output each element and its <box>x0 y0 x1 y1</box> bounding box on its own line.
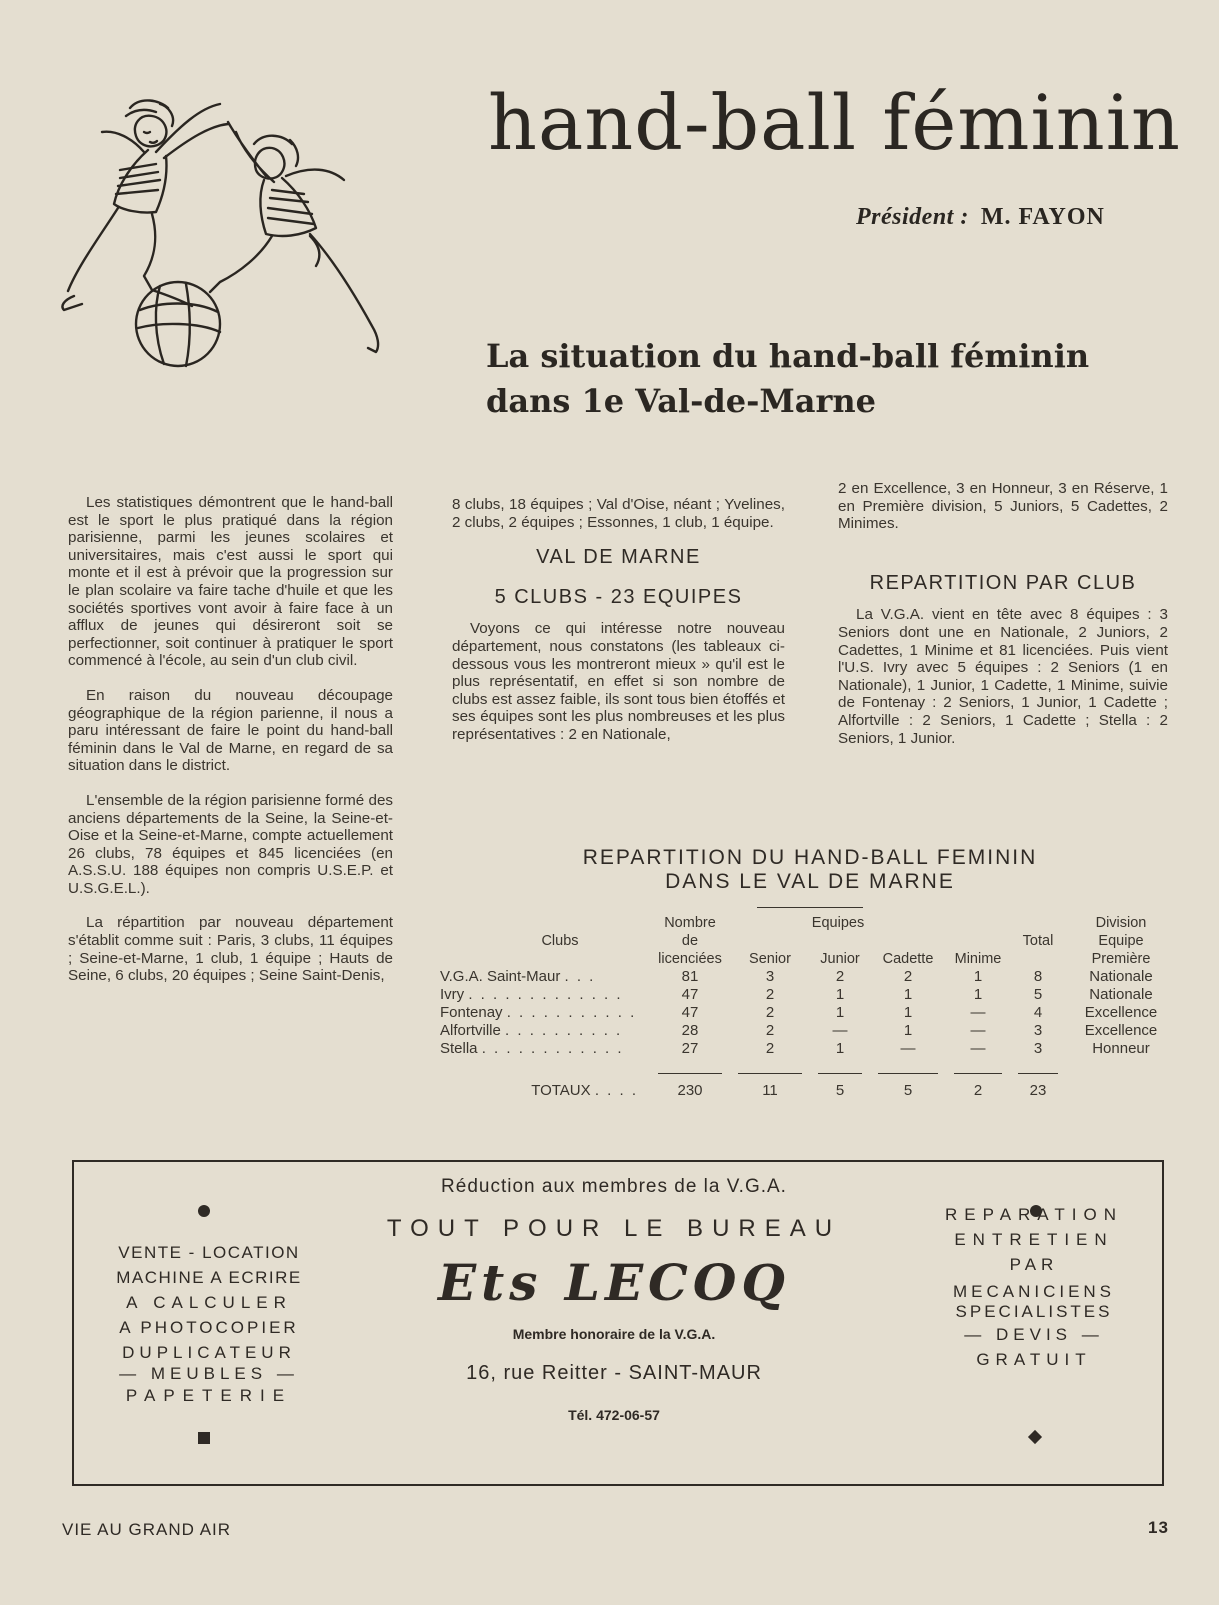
club-name: Fontenay <box>440 1004 503 1021</box>
president-line <box>856 204 1105 231</box>
col2-heading-val-de-marne: VAL DE MARNE <box>536 546 701 569</box>
header-minime: Minime <box>954 951 1002 967</box>
header-cadette: Cadette <box>882 951 934 967</box>
club-name: Stella <box>440 1040 478 1057</box>
ad-left-line: MACHINE A ECRIRE <box>116 1268 302 1287</box>
totals-total: 23 <box>1029 1082 1047 1099</box>
division-cell: Excellence <box>1084 1004 1158 1021</box>
club-name: Alfortville <box>440 1022 501 1039</box>
ad-right-line: GRATUIT <box>976 1350 1092 1369</box>
ad-right-line: PAR <box>1009 1255 1059 1274</box>
table-row <box>440 968 1176 986</box>
minime-cell: 1 <box>973 968 983 985</box>
col3-intro: 2 en Excellence, 3 en Honneur, 3 en Réserve, 1 en Première division, 5 Juniors, 5 Cadettes, 2 Minimes. <box>838 480 1168 533</box>
dot-leader: . . . . . . . . . . . . <box>481 1040 624 1057</box>
ad-left-line: A CALCULER <box>126 1293 292 1312</box>
ad-headline: TOUT POUR LE BUREAU <box>386 1215 842 1242</box>
table-title <box>560 846 1060 894</box>
senior-cell: 2 <box>765 1022 775 1039</box>
licenciees-cell: 81 <box>681 968 699 985</box>
ad-center <box>334 1176 894 1423</box>
ad-right-services <box>909 1202 1159 1372</box>
president-label: Président : <box>856 204 969 230</box>
ad-right-line: SPECIALISTES <box>955 1302 1113 1321</box>
table-row <box>440 986 1176 1004</box>
table-row <box>440 1004 1176 1022</box>
club-name: V.G.A. Saint-Maur <box>440 968 561 985</box>
ad-member: Membre honoraire de la V.G.A. <box>512 1326 716 1342</box>
junior-cell: 2 <box>835 968 845 985</box>
ad-right-line: — DEVIS — <box>964 1325 1104 1344</box>
col1-paragraph: En raison du nouveau découpage géographique de la région parienne, il nous a paru intéressant de faire le point du hand-ball féminin dans le Val de Marne, en regard de sa situation dans le district. <box>68 686 393 775</box>
ad-left-services <box>84 1240 334 1408</box>
total-cell: 4 <box>1033 1004 1043 1021</box>
ad-company: Ets LECOQ <box>438 1253 790 1312</box>
totals-licenciees: 230 <box>677 1082 703 1099</box>
ad-left-line: A PHOTOCOPIER <box>119 1318 299 1337</box>
division-cell: Honneur <box>1092 1040 1150 1057</box>
cadette-cell: 1 <box>903 986 913 1003</box>
president-name: M. FAYON <box>980 204 1105 230</box>
dot-leader: . . . . <box>594 1082 638 1099</box>
col3-heading-repartition: REPARTITION PAR CLUB <box>869 571 1137 594</box>
dot-leader: . . . <box>564 968 596 985</box>
header-equipes: Equipes <box>811 915 865 931</box>
ad-right-line: REPARATION <box>945 1205 1123 1224</box>
senior-cell: 2 <box>765 1004 775 1021</box>
dot-leader: . . . . . . . . . . . <box>506 1004 637 1021</box>
minime-cell: — <box>970 1004 986 1021</box>
cadette-cell: 2 <box>903 968 913 985</box>
division-cell: Nationale <box>1089 986 1153 1003</box>
header-total: Total <box>1022 933 1054 949</box>
total-cell: 3 <box>1033 1022 1043 1039</box>
header-premiere: Première <box>1091 951 1151 967</box>
totals-row <box>440 1082 1176 1100</box>
round-bullet-icon <box>198 1205 210 1217</box>
handball-players-illustration <box>60 86 395 376</box>
article-column-3 <box>838 480 1168 764</box>
junior-cell: 1 <box>835 1040 845 1057</box>
division-cell: Excellence <box>1084 1022 1158 1039</box>
junior-cell: 1 <box>835 1004 845 1021</box>
ad-left-line: VENTE - LOCATION <box>118 1243 300 1262</box>
cadette-cell: 1 <box>903 1004 913 1021</box>
advertisement-box <box>72 1160 1164 1486</box>
cadette-cell: — <box>900 1040 916 1057</box>
table-title-line-1: REPARTITION DU HAND-BALL FEMININ <box>582 846 1038 869</box>
square-bullet-icon <box>198 1432 210 1444</box>
ad-right-line: ENTRETIEN <box>954 1230 1114 1249</box>
minime-cell: — <box>970 1040 986 1057</box>
ad-left-line: PAPETERIE <box>125 1386 293 1405</box>
col1-paragraph: L'ensemble de la région parisienne formé des anciens départements de la Seine, la Seine-et-Oise et la Seine-et-Marne, compte actuellement 26 clubs, 78 équipes et 845 licenciées (en A.S.S.U. 188 équipes non compris U.S.E.P. et U.S.G.E.L.). <box>68 791 393 897</box>
col2-heading-clubs-equipes: 5 CLUBS - 23 EQUIPES <box>494 585 743 608</box>
header-nombre: Nombre <box>664 915 716 931</box>
ad-reduction: Réduction aux membres de la V.G.A. <box>441 1176 787 1197</box>
article-headline <box>486 334 1166 424</box>
division-cell: Nationale <box>1089 968 1153 985</box>
club-name: Ivry <box>440 986 465 1003</box>
junior-cell: 1 <box>835 986 845 1003</box>
licenciees-cell: 47 <box>681 1004 699 1021</box>
licenciees-cell: 47 <box>681 986 699 1003</box>
table-row <box>440 1040 1176 1058</box>
repartition-table <box>440 914 1176 1100</box>
col1-paragraph: Les statistiques démontrent que le hand-ball est le sport le plus pratiqué dans la région parisienne, parmi les jeunes scolaires et universitaires, mais c'est aussi le sport qui monte et il est à prévoir que la progression sur le plan scolaire va faire tache d'huile et que les sociétés sportives vont avoir à faire face à un afflux de jeunes qui désireront soit se perfectionner, soit continuer à pratiquer le sport commencé à l'école, au sein d'un club civil. <box>68 494 393 670</box>
dot-leader: . . . . . . . . . . . . . <box>468 986 623 1003</box>
headline-line-1: La situation du hand-ball féminin <box>486 337 1090 375</box>
table-title-line-2: DANS LE VAL DE MARNE <box>665 870 955 893</box>
senior-cell: 2 <box>765 1040 775 1057</box>
dot-leader: . . . . . . . . . . <box>505 1022 623 1039</box>
totals-label: TOTAUX <box>531 1082 591 1099</box>
diamond-bullet-icon <box>1028 1430 1042 1444</box>
senior-cell: 2 <box>765 986 775 1003</box>
total-cell: 3 <box>1033 1040 1043 1057</box>
col1-paragraph: La répartition par nouveau département s'établit comme suit : Paris, 3 clubs, 11 équipes ; Seine-et-Marne, 1 club, 1 équipe ; Hauts de Seine, 6 clubs, 20 équipes ; Seine Saint-Denis, <box>68 914 393 985</box>
totals-minime: 2 <box>973 1082 983 1099</box>
col2-intro: 8 clubs, 18 équipes ; Val d'Oise, néant ; Yvelines, 2 clubs, 2 équipes ; Essonnes, 1 club, 1 équipe. <box>452 496 785 531</box>
table-title-rule <box>757 907 863 908</box>
totals-cadette: 5 <box>903 1082 913 1099</box>
total-cell: 8 <box>1033 968 1043 985</box>
cadette-cell: 1 <box>903 1022 913 1039</box>
page-number: 13 <box>1148 1518 1169 1537</box>
table-row <box>440 1022 1176 1040</box>
total-cell: 5 <box>1033 986 1043 1003</box>
ad-address: 16, rue Reitter - SAINT-MAUR <box>466 1362 762 1384</box>
licenciees-cell: 28 <box>681 1022 699 1039</box>
footer-publication: VIE AU GRAND AIR <box>62 1520 232 1539</box>
ad-right-line: MECANICIENS <box>952 1282 1116 1301</box>
header-junior: Junior <box>820 951 860 967</box>
header-de: de <box>681 933 699 949</box>
header-licenciees: licenciées <box>658 951 722 967</box>
minime-cell: 1 <box>973 986 983 1003</box>
totals-senior: 11 <box>762 1082 778 1099</box>
ad-phone: Tél. 472-06-57 <box>568 1407 660 1423</box>
minime-cell: — <box>970 1022 986 1039</box>
article-column-2 <box>452 496 785 761</box>
junior-cell: — <box>832 1022 848 1039</box>
col3-body: La V.G.A. vient en tête avec 8 équipes : 3 Seniors dont une en Nationale, 2 Juniors, 2 Cadettes, 1 Minime et 81 licenciées. Puis vient l'U.S. Ivry avec 5 équipes : 2 Seniors (1 en Nationale), 1 Junior, 1 Cadette, 1 Minime, suivie de Fontenay : 2 Seniors, 1 Junior, 1 Cadette ; Alfortville : 2 Seniors, 1 Cadette ; Stella : 2 Seniors, 1 Junior. <box>838 606 1168 747</box>
totals-junior: 5 <box>835 1082 845 1099</box>
header-clubs: Clubs <box>541 933 579 949</box>
article-column-1 <box>68 494 393 1002</box>
senior-cell: 3 <box>765 968 775 985</box>
totals-rule-row <box>440 1058 1176 1082</box>
page-title: hand-ball féminin <box>488 78 1181 167</box>
header-division: Division <box>1095 915 1147 931</box>
headline-line-2: dans 1e Val-de-Marne <box>486 382 877 420</box>
header-equipe: Equipe <box>1098 933 1144 949</box>
ad-left-line: DUPLICATEUR <box>122 1343 296 1362</box>
licenciees-cell: 27 <box>681 1040 699 1057</box>
header-senior: Senior <box>749 951 791 967</box>
ad-left-line: — MEUBLES — <box>119 1364 299 1383</box>
col2-body: Voyons ce qui intéresse notre nouveau département, nous constatons (les tableaux ci-dessous vous les montreront mieux » qu'il est le plus représentatif, en effet si son nombre de clubs est assez faible, ils sont tous bien étoffés et ses équipes sont les plus nombreuses et les plus représentatives : 2 en Nationale, <box>452 620 785 743</box>
